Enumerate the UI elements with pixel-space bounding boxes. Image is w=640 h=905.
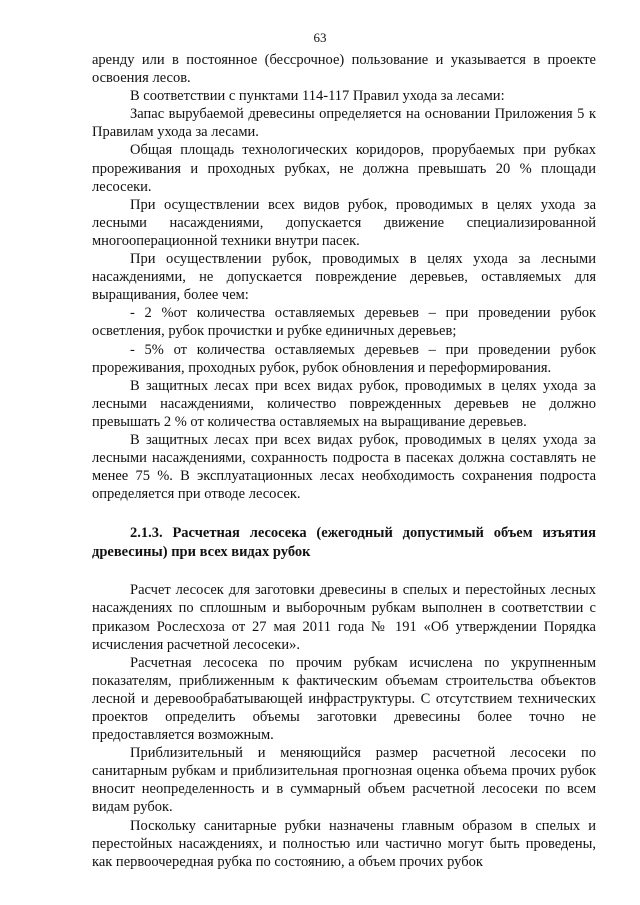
paragraph: Запас вырубаемой древесины определяется на основании Приложения 5 к Правилам ухода за лесами. bbox=[92, 106, 596, 141]
section-heading: 2.1.3. Расчетная лесосека (ежегодный допустимый объем изъятия древесины) при всех видах рубок bbox=[92, 525, 596, 561]
paragraph: При осуществлении всех видов рубок, проводимых в целях ухода за лесными насаждениями, допускается движение специализированной многооперационной техники внутри пасек. bbox=[92, 196, 596, 249]
paragraph: В соответствии с пунктами 114-117 Правил ухода за лесами: bbox=[130, 88, 505, 105]
paragraph-continuation: аренду или в постоянное (бессрочное) пользование и указывается в проекте освоения лесов. bbox=[92, 52, 596, 87]
paragraph: Общая площадь технологических коридоров, прорубаемых при рубках прореживания и проходных рубках, не должна превышать 20 % площади лесосеки. bbox=[92, 142, 596, 195]
paragraph: В защитных лесах при всех видах рубок, проводимых в целях ухода за лесными насаждениями, количество поврежденных деревьев не должно превышать 2 % от количества оставляемых на выращивание деревьев. bbox=[92, 377, 596, 430]
paragraph: При осуществлении рубок, проводимых в целях ухода за лесными насаждениями, не допускается повреждение деревьев, оставляемых для выращивания, более чем: bbox=[92, 251, 596, 304]
page-number: 63 bbox=[313, 30, 327, 45]
document-body bbox=[92, 51, 596, 871]
list-item: - 2 %от количества оставляемых деревьев – при проведении рубок осветления, рубок прочистки и рубке единичных деревьев; bbox=[92, 305, 596, 340]
paragraph: Расчет лесосек для заготовки древесины в спелых и перестойных лесных насаждениях по сплошным и выборочным рубкам выполнен в соответствии с приказом Рослесхоза от 27 мая 2011 года № 191 «Об утверждении Порядка исчисления расчетной лесосеки». bbox=[92, 582, 596, 653]
paragraph: В защитных лесах при всех видах рубок, проводимых в целях ухода за лесными насаждениями, сохранность подроста в пасеках должна составлять не менее 75 %. В эксплуатационных лесах необходимость сохранения подроста определяется при отводе лесосек. bbox=[92, 431, 596, 503]
list-item: - 5% от количества оставляемых деревьев – при проведении рубок прореживания, проходных рубок, рубок обновления и переформирования. bbox=[92, 341, 596, 376]
paragraph: Приблизительный и меняющийся размер расчетной лесосеки по санитарным рубкам и приблизительная прогнозная оценка объема прочих рубок вносит неопределенность и в суммарный объем расчетной лесосеки по всем видам рубок. bbox=[92, 745, 596, 816]
paragraph: Поскольку санитарные рубки назначены главным образом в спелых и перестойных насаждениях, и полностью или частично могут быть проведены, как первоочередная рубка по состоянию, а объем прочих рубок bbox=[92, 817, 596, 870]
paragraph: Расчетная лесосека по прочим рубкам исчислена по укрупненным показателям, приближенным к фактическим объемам строительства объектов лесной и деревообрабатывающей инфраструктуры. С отсутствием технических проектов определить объемы заготовки древесины более точно не предоставляется возможным. bbox=[92, 654, 596, 744]
